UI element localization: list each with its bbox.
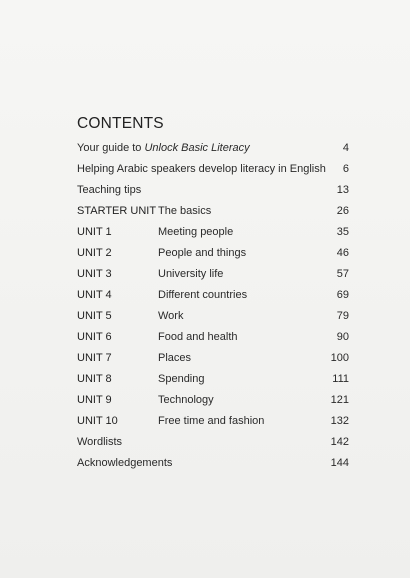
unit-title: Work bbox=[158, 310, 184, 322]
book-title: Unlock Basic Literacy bbox=[144, 142, 250, 154]
toc-page-number: 46 bbox=[336, 247, 349, 259]
unit-title: Technology bbox=[158, 394, 214, 406]
unit-title: Food and health bbox=[158, 331, 238, 343]
toc-page-number: 90 bbox=[336, 331, 349, 343]
toc-page-number: 111 bbox=[332, 373, 349, 385]
table-of-contents bbox=[77, 138, 349, 474]
unit-label: UNIT 9 bbox=[77, 394, 112, 406]
toc-entry-guide bbox=[77, 138, 349, 159]
toc-entry-title: Helping Arabic speakers develop literacy in English bbox=[77, 163, 326, 175]
toc-page-number: 57 bbox=[336, 268, 349, 280]
unit-title: Different countries bbox=[158, 289, 248, 301]
toc-unit-starter bbox=[77, 201, 349, 222]
unit-title: Meeting people bbox=[158, 226, 234, 238]
toc-unit-10 bbox=[77, 411, 349, 432]
toc-unit-2 bbox=[77, 243, 349, 264]
toc-page-number: 121 bbox=[330, 394, 349, 406]
unit-label: UNIT 8 bbox=[77, 373, 112, 385]
toc-unit-4 bbox=[77, 285, 349, 306]
unit-label: UNIT 1 bbox=[77, 226, 112, 238]
unit-title: Places bbox=[158, 352, 192, 364]
toc-unit-6 bbox=[77, 327, 349, 348]
unit-label: UNIT 2 bbox=[77, 247, 112, 259]
unit-label: UNIT 4 bbox=[77, 289, 112, 301]
toc-page-number: 142 bbox=[330, 436, 349, 448]
unit-label: STARTER UNIT bbox=[77, 205, 157, 217]
toc-page-number: 69 bbox=[336, 289, 349, 301]
toc-entry-title: Your guide to Unlock Basic Literacy bbox=[77, 142, 250, 154]
toc-unit-8 bbox=[77, 369, 349, 390]
toc-unit-5 bbox=[77, 306, 349, 327]
toc-page-number: 144 bbox=[330, 457, 349, 469]
toc-page-number: 79 bbox=[336, 310, 349, 322]
unit-label: UNIT 3 bbox=[77, 268, 112, 280]
toc-page-number: 6 bbox=[342, 163, 349, 175]
toc-page-number: 100 bbox=[330, 352, 349, 364]
unit-label: UNIT 6 bbox=[77, 331, 112, 343]
toc-unit-3 bbox=[77, 264, 349, 285]
unit-title: People and things bbox=[158, 247, 247, 259]
toc-page-number: 132 bbox=[330, 415, 349, 427]
toc-page-number: 13 bbox=[336, 184, 349, 196]
toc-page-number: 26 bbox=[336, 205, 349, 217]
unit-label: UNIT 7 bbox=[77, 352, 112, 364]
toc-entry-title: Acknowledgements bbox=[77, 457, 173, 469]
toc-unit-7 bbox=[77, 348, 349, 369]
toc-entry-teaching-tips bbox=[77, 180, 349, 201]
toc-page-number: 4 bbox=[342, 142, 349, 154]
unit-label: UNIT 5 bbox=[77, 310, 112, 322]
toc-entry-acknowledgements bbox=[77, 453, 349, 474]
toc-entry-title: Teaching tips bbox=[77, 184, 142, 196]
toc-unit-9 bbox=[77, 390, 349, 411]
contents-heading: CONTENTS bbox=[77, 115, 164, 132]
unit-title: The basics bbox=[158, 205, 212, 217]
toc-unit-1 bbox=[77, 222, 349, 243]
unit-title: University life bbox=[158, 268, 224, 280]
toc-entry-helping-arabic-speakers bbox=[77, 159, 349, 180]
unit-label: UNIT 10 bbox=[77, 415, 118, 427]
toc-entry-title: Wordlists bbox=[77, 436, 123, 448]
toc-entry-wordlists bbox=[77, 432, 349, 453]
unit-title: Free time and fashion bbox=[158, 415, 265, 427]
toc-page-number: 35 bbox=[336, 226, 349, 238]
unit-title: Spending bbox=[158, 373, 205, 385]
